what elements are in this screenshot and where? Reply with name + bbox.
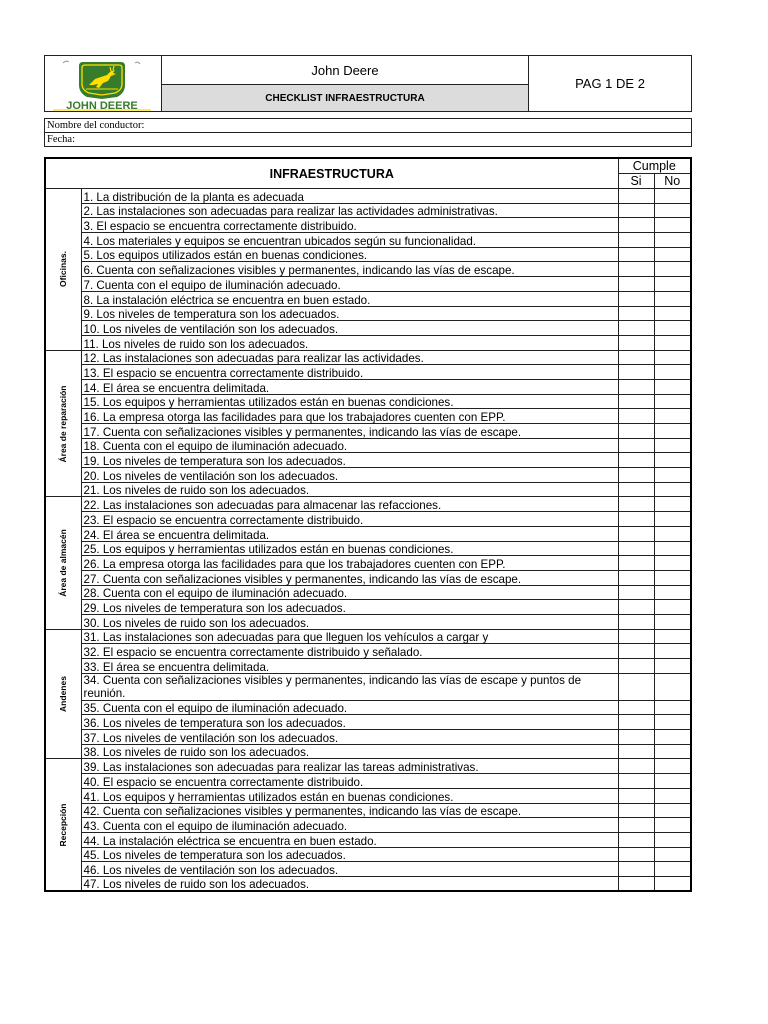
cumple-si-cell[interactable] xyxy=(618,788,654,803)
section-label: Área de reparación xyxy=(58,384,69,463)
checklist-item-text: 38. Los niveles de ruido son los adecuados. xyxy=(81,744,618,759)
checklist-item-text: 11. Los niveles de ruido son los adecuados. xyxy=(81,335,618,350)
cumple-si-cell[interactable] xyxy=(618,497,654,512)
cumple-si-cell[interactable] xyxy=(618,862,654,877)
checklist-item-text: 19. Los niveles de temperatura son los adecuados. xyxy=(81,453,618,468)
checklist-row xyxy=(45,189,691,204)
checklist-row xyxy=(45,730,691,745)
cumple-si-cell[interactable] xyxy=(618,629,654,644)
checklist-row xyxy=(45,453,691,468)
section-label: Oficinas. xyxy=(58,251,69,288)
cumple-si-cell[interactable] xyxy=(618,600,654,615)
cumple-no-cell[interactable] xyxy=(654,482,691,497)
cumple-si-cell[interactable] xyxy=(618,365,654,380)
logo-cell xyxy=(45,56,162,112)
checklist-row xyxy=(45,614,691,629)
cumple-no-cell[interactable] xyxy=(654,556,691,571)
checklist-row xyxy=(45,644,691,659)
checklist-row xyxy=(45,512,691,527)
cumple-si-cell[interactable] xyxy=(618,730,654,745)
checklist-item-text: 18. Cuenta con el equipo de iluminación adecuado. xyxy=(81,438,618,453)
cumple-no-cell[interactable] xyxy=(654,189,691,204)
cumple-si-cell[interactable] xyxy=(618,614,654,629)
cumple-no-cell[interactable] xyxy=(654,512,691,527)
checklist-item-text: 40. El espacio se encuentra correctamente distribuido. xyxy=(81,774,618,789)
checklist-item-text: 34. Cuenta con señalizaciones visibles y permanentes, indicando las vías de escape y puntos de reunión. xyxy=(81,673,618,700)
john-deere-logo xyxy=(45,57,159,111)
cumple-no-cell[interactable] xyxy=(654,774,691,789)
company-name: John Deere xyxy=(162,56,529,85)
checklist-row xyxy=(45,744,691,759)
cumple-no-cell[interactable] xyxy=(654,744,691,759)
no-header: No xyxy=(654,174,691,189)
cumple-si-cell[interactable] xyxy=(618,262,654,277)
cumple-no-cell[interactable] xyxy=(654,277,691,292)
checklist-item-text: 16. La empresa otorga las facilidades para que los trabajadores cuenten con EPP. xyxy=(81,409,618,424)
document-header xyxy=(44,55,692,112)
checklist-item-text: 22. Las instalaciones son adecuadas para almacenar las refacciones. xyxy=(81,497,618,512)
cumple-si-cell[interactable] xyxy=(618,379,654,394)
cumple-si-cell[interactable] xyxy=(618,482,654,497)
cumple-no-cell[interactable] xyxy=(654,659,691,674)
cumple-no-cell[interactable] xyxy=(654,847,691,862)
cumple-no-cell[interactable] xyxy=(654,759,691,774)
cumple-no-cell[interactable] xyxy=(654,291,691,306)
cumple-si-cell[interactable] xyxy=(618,247,654,262)
cumple-no-cell[interactable] xyxy=(654,335,691,350)
checklist-row xyxy=(45,788,691,803)
cumple-si-cell[interactable] xyxy=(618,759,654,774)
cumple-si-cell[interactable] xyxy=(618,585,654,600)
checklist-item-text: 21. Los niveles de ruido son los adecuados. xyxy=(81,482,618,497)
checklist-item-text: 3. El espacio se encuentra correctamente distribuido. xyxy=(81,218,618,233)
cumple-no-cell[interactable] xyxy=(654,614,691,629)
cumple-no-cell[interactable] xyxy=(654,862,691,877)
checklist-row xyxy=(45,233,691,248)
checklist-row xyxy=(45,700,691,715)
checklist-item-text: 37. Los niveles de ventilación son los adecuados. xyxy=(81,730,618,745)
checklist-row xyxy=(45,541,691,556)
checklist-row xyxy=(45,247,691,262)
checklist-item-text: 13. El espacio se encuentra correctamente distribuido. xyxy=(81,365,618,380)
checklist-item-text: 29. Los niveles de temperatura son los adecuados. xyxy=(81,600,618,615)
checklist-item-text: 1. La distribución de la planta es adecuada xyxy=(81,189,618,204)
checklist-row xyxy=(45,438,691,453)
checklist-row xyxy=(45,600,691,615)
cumple-si-cell[interactable] xyxy=(618,541,654,556)
section-label: Área de almacén xyxy=(58,529,69,597)
cumple-no-cell[interactable] xyxy=(654,600,691,615)
checklist-item-text: 14. El área se encuentra delimitada. xyxy=(81,379,618,394)
cumple-si-cell[interactable] xyxy=(618,218,654,233)
checklist-item-text: 15. Los equipos y herramientas utilizados están en buenas condiciones. xyxy=(81,394,618,409)
checklist-row xyxy=(45,335,691,350)
cumple-no-cell[interactable] xyxy=(654,832,691,847)
meta-fields xyxy=(44,118,692,147)
cumple-no-cell[interactable] xyxy=(654,700,691,715)
checklist-item-text: 28. Cuenta con el equipo de iluminación adecuado. xyxy=(81,585,618,600)
checklist-item-text: 12. Las instalaciones son adecuadas para realizar las actividades. xyxy=(81,350,618,365)
checklist-item-text: 5. Los equipos utilizados están en buenas condiciones. xyxy=(81,247,618,262)
cumple-si-cell[interactable] xyxy=(618,744,654,759)
checklist-item-text: 4. Los materiales y equipos se encuentran ubicados según su funcionalidad. xyxy=(81,233,618,248)
cumple-si-cell[interactable] xyxy=(618,438,654,453)
cumple-si-cell[interactable] xyxy=(618,847,654,862)
cumple-si-cell[interactable] xyxy=(618,818,654,833)
cumple-si-cell[interactable] xyxy=(618,203,654,218)
cumple-header: Cumple xyxy=(618,158,691,174)
cumple-no-cell[interactable] xyxy=(654,203,691,218)
cumple-si-cell[interactable] xyxy=(618,876,654,891)
checklist-item-text: 45. Los niveles de temperatura son los adecuados. xyxy=(81,847,618,862)
checklist-item-text: 32. El espacio se encuentra correctamente distribuido y señalado. xyxy=(81,644,618,659)
cumple-si-cell[interactable] xyxy=(618,291,654,306)
cumple-no-cell[interactable] xyxy=(654,468,691,483)
driver-name-field[interactable]: Nombre del conductor: xyxy=(45,119,692,133)
checklist-item-text: 46. Los niveles de ventilación son los adecuados. xyxy=(81,862,618,877)
checklist-row xyxy=(45,570,691,585)
section-label-cell xyxy=(45,629,81,759)
cumple-no-cell[interactable] xyxy=(654,453,691,468)
si-header: Si xyxy=(618,174,654,189)
checklist-row xyxy=(45,847,691,862)
cumple-no-cell[interactable] xyxy=(654,233,691,248)
cumple-si-cell[interactable] xyxy=(618,321,654,336)
cumple-si-cell[interactable] xyxy=(618,453,654,468)
cumple-no-cell[interactable] xyxy=(654,350,691,365)
cumple-no-cell[interactable] xyxy=(654,673,691,700)
cumple-si-cell[interactable] xyxy=(618,526,654,541)
checklist-row xyxy=(45,774,691,789)
checklist-row xyxy=(45,365,691,380)
cumple-no-cell[interactable] xyxy=(654,585,691,600)
checklist-item-text: 33. El área se encuentra delimitada. xyxy=(81,659,618,674)
cumple-no-cell[interactable] xyxy=(654,541,691,556)
cumple-no-cell[interactable] xyxy=(654,730,691,745)
cumple-si-cell[interactable] xyxy=(618,468,654,483)
checklist-item-text: 2. Las instalaciones son adecuadas para realizar las actividades administrativas. xyxy=(81,203,618,218)
cumple-si-cell[interactable] xyxy=(618,774,654,789)
checklist-item-text: 23. El espacio se encuentra correctamente distribuido. xyxy=(81,512,618,527)
cumple-no-cell[interactable] xyxy=(654,306,691,321)
checklist-row xyxy=(45,818,691,833)
cumple-no-cell[interactable] xyxy=(654,247,691,262)
date-field[interactable]: Fecha: xyxy=(45,133,692,147)
checklist-row xyxy=(45,277,691,292)
page-indicator: PAG 1 DE 2 xyxy=(529,56,692,112)
section-label-cell xyxy=(45,759,81,891)
checklist-item-text: 30. Los niveles de ruido son los adecuados. xyxy=(81,614,618,629)
cumple-no-cell[interactable] xyxy=(654,788,691,803)
checklist-item-text: 17. Cuenta con señalizaciones visibles y permanentes, indicando las vías de escape. xyxy=(81,424,618,439)
checklist-item-text: 27. Cuenta con señalizaciones visibles y permanentes, indicando las vías de escape. xyxy=(81,570,618,585)
checklist-row xyxy=(45,203,691,218)
cumple-si-cell[interactable] xyxy=(618,659,654,674)
cumple-no-cell[interactable] xyxy=(654,365,691,380)
cumple-si-cell[interactable] xyxy=(618,644,654,659)
checklist-row xyxy=(45,673,691,700)
cumple-si-cell[interactable] xyxy=(618,233,654,248)
checklist-row xyxy=(45,526,691,541)
checklist-row xyxy=(45,832,691,847)
checklist-row xyxy=(45,862,691,877)
cumple-si-cell[interactable] xyxy=(618,189,654,204)
cumple-si-cell[interactable] xyxy=(618,570,654,585)
checklist-row xyxy=(45,394,691,409)
checklist-item-text: 47. Los niveles de ruido son los adecuados. xyxy=(81,876,618,891)
section-label: Andenes xyxy=(58,676,69,712)
checklist-item-text: 42. Cuenta con señalizaciones visibles y permanentes, indicando las vías de escape. xyxy=(81,803,618,818)
cumple-no-cell[interactable] xyxy=(654,876,691,891)
cumple-si-cell[interactable] xyxy=(618,556,654,571)
checklist-item-text: 36. Los niveles de temperatura son los adecuados. xyxy=(81,715,618,730)
cumple-no-cell[interactable] xyxy=(654,715,691,730)
cumple-si-cell[interactable] xyxy=(618,409,654,424)
cumple-si-cell[interactable] xyxy=(618,700,654,715)
checklist-item-text: 10. Los niveles de ventilación son los adecuados. xyxy=(81,321,618,336)
cumple-si-cell[interactable] xyxy=(618,277,654,292)
cumple-no-cell[interactable] xyxy=(654,644,691,659)
checklist-item-text: 7. Cuenta con el equipo de iluminación adecuado. xyxy=(81,277,618,292)
section-label-cell xyxy=(45,497,81,629)
cumple-no-cell[interactable] xyxy=(654,424,691,439)
checklist-row xyxy=(45,876,691,891)
logo-wordmark: JOHN DEERE xyxy=(66,99,138,111)
cumple-no-cell[interactable] xyxy=(654,438,691,453)
checklist-item-text: 43. Cuenta con el equipo de iluminación adecuado. xyxy=(81,818,618,833)
checklist-item-text: 8. La instalación eléctrica se encuentra en buen estado. xyxy=(81,291,618,306)
cumple-si-cell[interactable] xyxy=(618,832,654,847)
checklist-item-text: 25. Los equipos y herramientas utilizados están en buenas condiciones. xyxy=(81,541,618,556)
cumple-no-cell[interactable] xyxy=(654,262,691,277)
checklist-row xyxy=(45,321,691,336)
checklist-row xyxy=(45,715,691,730)
cumple-no-cell[interactable] xyxy=(654,629,691,644)
checklist-table xyxy=(44,157,692,892)
cumple-si-cell[interactable] xyxy=(618,673,654,700)
checklist-row xyxy=(45,291,691,306)
cumple-no-cell[interactable] xyxy=(654,818,691,833)
section-label-cell xyxy=(45,189,81,351)
cumple-no-cell[interactable] xyxy=(654,570,691,585)
cumple-no-cell[interactable] xyxy=(654,321,691,336)
checklist-item-text: 6. Cuenta con señalizaciones visibles y permanentes, indicando las vías de escape. xyxy=(81,262,618,277)
checklist-row xyxy=(45,379,691,394)
cumple-no-cell[interactable] xyxy=(654,803,691,818)
checklist-row xyxy=(45,759,691,774)
checklist-row xyxy=(45,468,691,483)
cumple-no-cell[interactable] xyxy=(654,409,691,424)
checklist-item-text: 9. Los niveles de temperatura son los adecuados. xyxy=(81,306,618,321)
checklist-item-text: 26. La empresa otorga las facilidades para que los trabajadores cuenten con EPP. xyxy=(81,556,618,571)
table-title: INFRAESTRUCTURA xyxy=(45,158,618,189)
section-label: Recepción xyxy=(58,803,69,847)
cumple-si-cell[interactable] xyxy=(618,424,654,439)
cumple-si-cell[interactable] xyxy=(618,335,654,350)
checklist-item-text: 44. La instalación eléctrica se encuentra en buen estado. xyxy=(81,832,618,847)
cumple-no-cell[interactable] xyxy=(654,526,691,541)
checklist-row xyxy=(45,803,691,818)
checklist-row xyxy=(45,659,691,674)
checklist-row xyxy=(45,424,691,439)
checklist-item-text: 39. Las instalaciones son adecuadas para realizar las tareas administrativas. xyxy=(81,759,618,774)
document-subtitle: CHECKLIST INFRAESTRUCTURA xyxy=(162,85,529,112)
cumple-si-cell[interactable] xyxy=(618,306,654,321)
cumple-no-cell[interactable] xyxy=(654,379,691,394)
checklist-row xyxy=(45,218,691,233)
checklist-row xyxy=(45,629,691,644)
cumple-si-cell[interactable] xyxy=(618,394,654,409)
cumple-si-cell[interactable] xyxy=(618,350,654,365)
cumple-si-cell[interactable] xyxy=(618,803,654,818)
checklist-row xyxy=(45,497,691,512)
cumple-si-cell[interactable] xyxy=(618,512,654,527)
checklist-row xyxy=(45,262,691,277)
checklist-item-text: 31. Las instalaciones son adecuadas para que lleguen los vehículos a cargar y xyxy=(81,629,618,644)
checklist-row xyxy=(45,409,691,424)
cumple-no-cell[interactable] xyxy=(654,218,691,233)
checklist-item-text: 20. Los niveles de ventilación son los adecuados. xyxy=(81,468,618,483)
section-label-cell xyxy=(45,350,81,497)
checklist-row xyxy=(45,556,691,571)
checklist-row xyxy=(45,306,691,321)
cumple-si-cell[interactable] xyxy=(618,715,654,730)
checklist-row xyxy=(45,585,691,600)
cumple-no-cell[interactable] xyxy=(654,394,691,409)
checklist-row xyxy=(45,350,691,365)
checklist-item-text: 35. Cuenta con el equipo de iluminación adecuado. xyxy=(81,700,618,715)
checklist-item-text: 41. Los equipos y herramientas utilizados están en buenas condiciones. xyxy=(81,788,618,803)
checklist-body xyxy=(45,189,691,892)
cumple-no-cell[interactable] xyxy=(654,497,691,512)
checklist-item-text: 24. El área se encuentra delimitada. xyxy=(81,526,618,541)
checklist-row xyxy=(45,482,691,497)
